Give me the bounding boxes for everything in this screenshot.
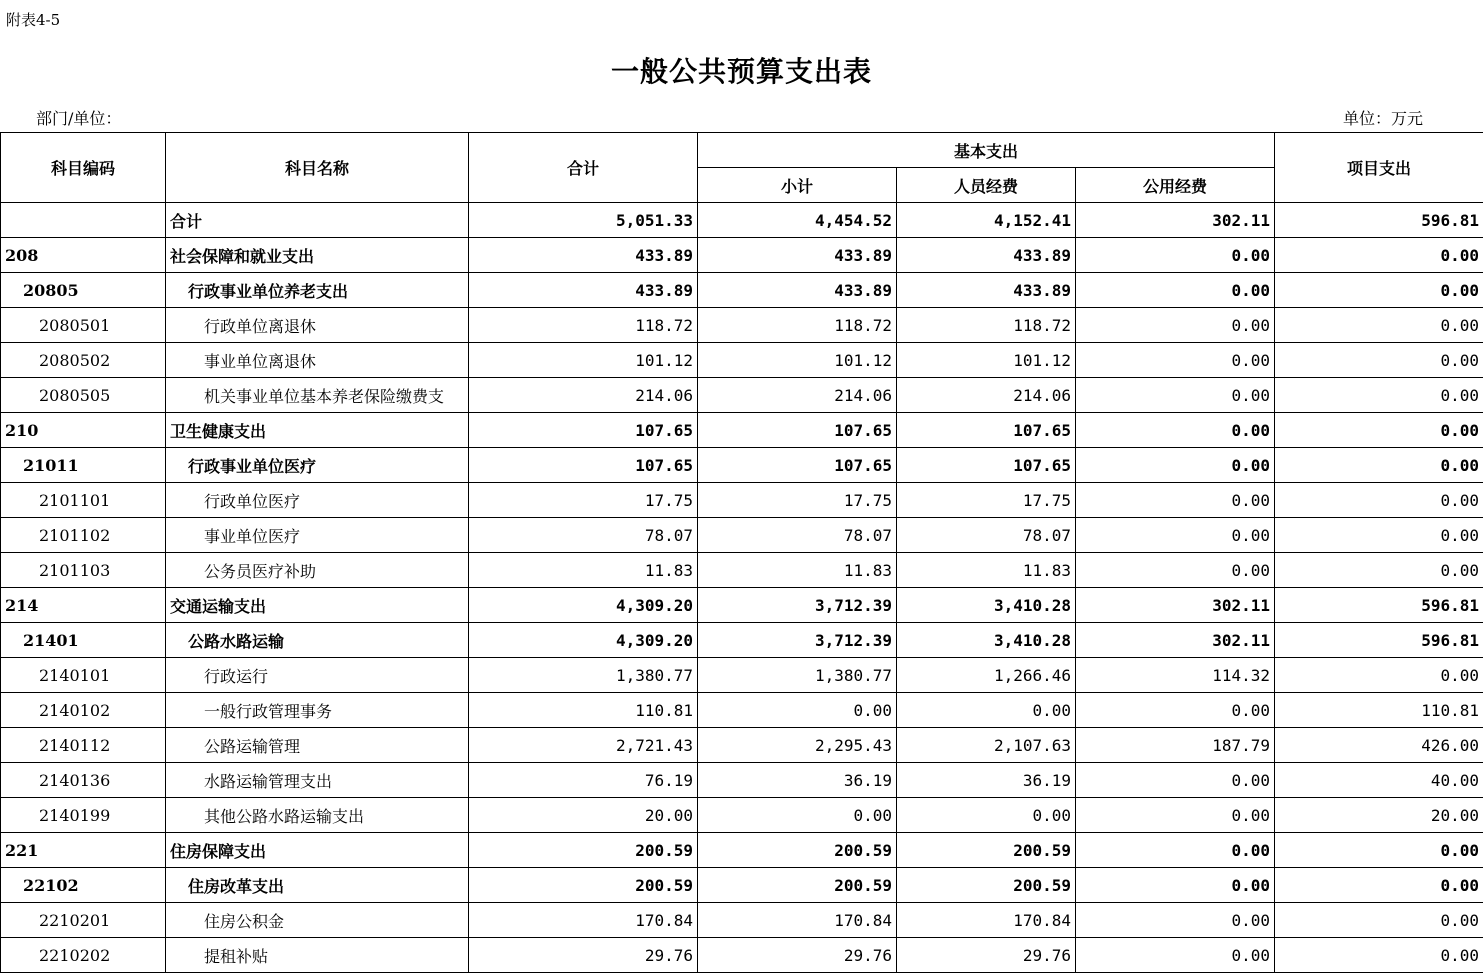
- cell-code: 2101103: [1, 553, 166, 588]
- cell-name: 事业单位医疗: [166, 518, 469, 553]
- cell-subtotal: 101.12: [698, 343, 897, 378]
- cell-public: 114.32: [1076, 658, 1275, 693]
- cell-subtotal: 107.65: [698, 413, 897, 448]
- cell-public: 0.00: [1076, 868, 1275, 903]
- cell-name: 行政单位医疗: [166, 483, 469, 518]
- cell-total: 11.83: [469, 553, 698, 588]
- table-row: [1, 658, 1483, 693]
- cell-subtotal: 11.83: [698, 553, 897, 588]
- cell-subtotal: 29.76: [698, 938, 897, 973]
- cell-project: 0.00: [1275, 448, 1483, 483]
- cell-code: 2140136: [1, 763, 166, 798]
- cell-subtotal: 78.07: [698, 518, 897, 553]
- cell-total: 17.75: [469, 483, 698, 518]
- header-code: 科目编码: [1, 133, 166, 203]
- annex-label: 附表4-5: [6, 11, 61, 29]
- cell-total: 110.81: [469, 693, 698, 728]
- cell-code: 2080502: [1, 343, 166, 378]
- cell-project: 0.00: [1275, 343, 1483, 378]
- cell-project: 0.00: [1275, 483, 1483, 518]
- table-row: [1, 343, 1483, 378]
- cell-total: 200.59: [469, 833, 698, 868]
- cell-name: 卫生健康支出: [166, 413, 469, 448]
- cell-project: 0.00: [1275, 833, 1483, 868]
- cell-total: 4,309.20: [469, 588, 698, 623]
- cell-subtotal: 0.00: [698, 693, 897, 728]
- cell-subtotal: 0.00: [698, 798, 897, 833]
- cell-name: 提租补贴: [166, 938, 469, 973]
- cell-subtotal: 170.84: [698, 903, 897, 938]
- cell-name: 事业单位离退休: [166, 343, 469, 378]
- table-row: [1, 203, 1483, 238]
- table-row: [1, 553, 1483, 588]
- cell-project: 0.00: [1275, 938, 1483, 973]
- cell-personnel: 29.76: [897, 938, 1076, 973]
- cell-subtotal: 433.89: [698, 238, 897, 273]
- cell-public: 187.79: [1076, 728, 1275, 763]
- cell-public: 0.00: [1076, 273, 1275, 308]
- cell-public: 302.11: [1076, 623, 1275, 658]
- cell-personnel: 101.12: [897, 343, 1076, 378]
- cell-project: 0.00: [1275, 308, 1483, 343]
- cell-name: 公路水路运输: [166, 623, 469, 658]
- header-project: 项目支出: [1275, 133, 1483, 203]
- cell-name: 行政事业单位医疗: [166, 448, 469, 483]
- cell-project: 0.00: [1275, 553, 1483, 588]
- cell-total: 170.84: [469, 903, 698, 938]
- cell-subtotal: 107.65: [698, 448, 897, 483]
- cell-name: 住房公积金: [166, 903, 469, 938]
- cell-code: 2140102: [1, 693, 166, 728]
- cell-name: 水路运输管理支出: [166, 763, 469, 798]
- table-row: [1, 378, 1483, 413]
- cell-subtotal: 118.72: [698, 308, 897, 343]
- cell-personnel: 433.89: [897, 273, 1076, 308]
- cell-project: 40.00: [1275, 763, 1483, 798]
- department-label: 部门/单位：: [36, 109, 122, 128]
- cell-personnel: 200.59: [897, 868, 1076, 903]
- cell-subtotal: 200.59: [698, 868, 897, 903]
- cell-project: 596.81: [1275, 203, 1483, 238]
- cell-code: 2080501: [1, 308, 166, 343]
- cell-total: 1,380.77: [469, 658, 698, 693]
- table-row: [1, 833, 1483, 868]
- cell-code: 2140101: [1, 658, 166, 693]
- cell-code: 2101102: [1, 518, 166, 553]
- cell-subtotal: 3,712.39: [698, 623, 897, 658]
- cell-code: 210: [1, 413, 166, 448]
- table-row: [1, 623, 1483, 658]
- table-row: [1, 413, 1483, 448]
- cell-public: 0.00: [1076, 518, 1275, 553]
- cell-total: 433.89: [469, 273, 698, 308]
- cell-public: 0.00: [1076, 343, 1275, 378]
- cell-subtotal: 3,712.39: [698, 588, 897, 623]
- cell-project: 0.00: [1275, 903, 1483, 938]
- cell-project: 596.81: [1275, 623, 1483, 658]
- cell-personnel: 36.19: [897, 763, 1076, 798]
- cell-code: 221: [1, 833, 166, 868]
- unit-label: 单位：万元: [1342, 109, 1423, 128]
- cell-total: 118.72: [469, 308, 698, 343]
- cell-code: 20805: [1, 273, 166, 308]
- cell-project: 0.00: [1275, 868, 1483, 903]
- cell-total: 107.65: [469, 448, 698, 483]
- cell-subtotal: 214.06: [698, 378, 897, 413]
- header-public: 公用经费: [1076, 168, 1275, 203]
- cell-code: 2140199: [1, 798, 166, 833]
- cell-code: 21401: [1, 623, 166, 658]
- cell-personnel: 118.72: [897, 308, 1076, 343]
- table-row: [1, 273, 1483, 308]
- header-total: 合计: [469, 133, 698, 203]
- cell-project: 110.81: [1275, 693, 1483, 728]
- page-title: 一般公共预算支出表: [610, 55, 872, 88]
- cell-subtotal: 433.89: [698, 273, 897, 308]
- budget-table: [0, 132, 1483, 973]
- cell-total: 4,309.20: [469, 623, 698, 658]
- cell-name: 公路运输管理: [166, 728, 469, 763]
- cell-personnel: 0.00: [897, 798, 1076, 833]
- cell-code: 2210202: [1, 938, 166, 973]
- cell-public: 0.00: [1076, 763, 1275, 798]
- cell-code: 214: [1, 588, 166, 623]
- table-row: [1, 448, 1483, 483]
- cell-name: 行政单位离退休: [166, 308, 469, 343]
- cell-project: 0.00: [1275, 273, 1483, 308]
- cell-personnel: 107.65: [897, 448, 1076, 483]
- table-row: [1, 238, 1483, 273]
- cell-subtotal: 4,454.52: [698, 203, 897, 238]
- cell-project: 0.00: [1275, 378, 1483, 413]
- cell-project: 596.81: [1275, 588, 1483, 623]
- cell-public: 302.11: [1076, 203, 1275, 238]
- cell-public: 0.00: [1076, 448, 1275, 483]
- table-row: [1, 483, 1483, 518]
- cell-total: 20.00: [469, 798, 698, 833]
- cell-project: 0.00: [1275, 518, 1483, 553]
- cell-total: 5,051.33: [469, 203, 698, 238]
- cell-name: 住房保障支出: [166, 833, 469, 868]
- table-row: [1, 868, 1483, 903]
- cell-code: 2101101: [1, 483, 166, 518]
- cell-public: 0.00: [1076, 378, 1275, 413]
- cell-personnel: 200.59: [897, 833, 1076, 868]
- cell-total: 107.65: [469, 413, 698, 448]
- table-row: [1, 903, 1483, 938]
- cell-subtotal: 1,380.77: [698, 658, 897, 693]
- header-subtotal: 小计: [698, 168, 897, 203]
- cell-project: 0.00: [1275, 238, 1483, 273]
- table-row: [1, 588, 1483, 623]
- cell-code: 22102: [1, 868, 166, 903]
- cell-subtotal: 17.75: [698, 483, 897, 518]
- cell-total: 101.12: [469, 343, 698, 378]
- cell-public: 0.00: [1076, 483, 1275, 518]
- cell-project: 0.00: [1275, 658, 1483, 693]
- cell-personnel: 17.75: [897, 483, 1076, 518]
- cell-code: 2210201: [1, 903, 166, 938]
- cell-public: 0.00: [1076, 798, 1275, 833]
- cell-name: 交通运输支出: [166, 588, 469, 623]
- cell-public: 0.00: [1076, 308, 1275, 343]
- cell-personnel: 3,410.28: [897, 588, 1076, 623]
- cell-name: 住房改革支出: [166, 868, 469, 903]
- table-body: [1, 203, 1483, 973]
- table-row: [1, 308, 1483, 343]
- cell-subtotal: 200.59: [698, 833, 897, 868]
- cell-personnel: 2,107.63: [897, 728, 1076, 763]
- table-row: [1, 693, 1483, 728]
- cell-name: 一般行政管理事务: [166, 693, 469, 728]
- cell-name: 合计: [166, 203, 469, 238]
- table-row: [1, 798, 1483, 833]
- cell-total: 433.89: [469, 238, 698, 273]
- cell-personnel: 107.65: [897, 413, 1076, 448]
- header-basic: 基本支出: [698, 133, 1275, 168]
- cell-public: 0.00: [1076, 413, 1275, 448]
- cell-code: 208: [1, 238, 166, 273]
- cell-personnel: 11.83: [897, 553, 1076, 588]
- cell-code: 21011: [1, 448, 166, 483]
- cell-public: 0.00: [1076, 693, 1275, 728]
- cell-personnel: 3,410.28: [897, 623, 1076, 658]
- cell-project: 426.00: [1275, 728, 1483, 763]
- cell-total: 76.19: [469, 763, 698, 798]
- cell-name: 机关事业单位基本养老保险缴费支: [166, 378, 469, 413]
- cell-code: 2080505: [1, 378, 166, 413]
- cell-total: 214.06: [469, 378, 698, 413]
- cell-total: 2,721.43: [469, 728, 698, 763]
- cell-public: 0.00: [1076, 833, 1275, 868]
- cell-code: 2140112: [1, 728, 166, 763]
- cell-subtotal: 2,295.43: [698, 728, 897, 763]
- cell-total: 78.07: [469, 518, 698, 553]
- table-row: [1, 728, 1483, 763]
- cell-public: 0.00: [1076, 553, 1275, 588]
- table-row: [1, 518, 1483, 553]
- cell-project: 20.00: [1275, 798, 1483, 833]
- cell-name: 行政运行: [166, 658, 469, 693]
- table-row: [1, 763, 1483, 798]
- cell-public: 0.00: [1076, 238, 1275, 273]
- cell-name: 其他公路水路运输支出: [166, 798, 469, 833]
- cell-personnel: 1,266.46: [897, 658, 1076, 693]
- cell-personnel: 433.89: [897, 238, 1076, 273]
- cell-total: 200.59: [469, 868, 698, 903]
- cell-name: 公务员医疗补助: [166, 553, 469, 588]
- header-personnel: 人员经费: [897, 168, 1076, 203]
- cell-subtotal: 36.19: [698, 763, 897, 798]
- cell-public: 0.00: [1076, 938, 1275, 973]
- cell-name: 社会保障和就业支出: [166, 238, 469, 273]
- cell-public: 0.00: [1076, 903, 1275, 938]
- cell-name: 行政事业单位养老支出: [166, 273, 469, 308]
- cell-project: 0.00: [1275, 413, 1483, 448]
- header-name: 科目名称: [166, 133, 469, 203]
- cell-total: 29.76: [469, 938, 698, 973]
- cell-personnel: 78.07: [897, 518, 1076, 553]
- table-row: [1, 938, 1483, 973]
- cell-personnel: 214.06: [897, 378, 1076, 413]
- cell-personnel: 170.84: [897, 903, 1076, 938]
- cell-personnel: 0.00: [897, 693, 1076, 728]
- cell-public: 302.11: [1076, 588, 1275, 623]
- cell-code: [1, 203, 166, 238]
- cell-personnel: 4,152.41: [897, 203, 1076, 238]
